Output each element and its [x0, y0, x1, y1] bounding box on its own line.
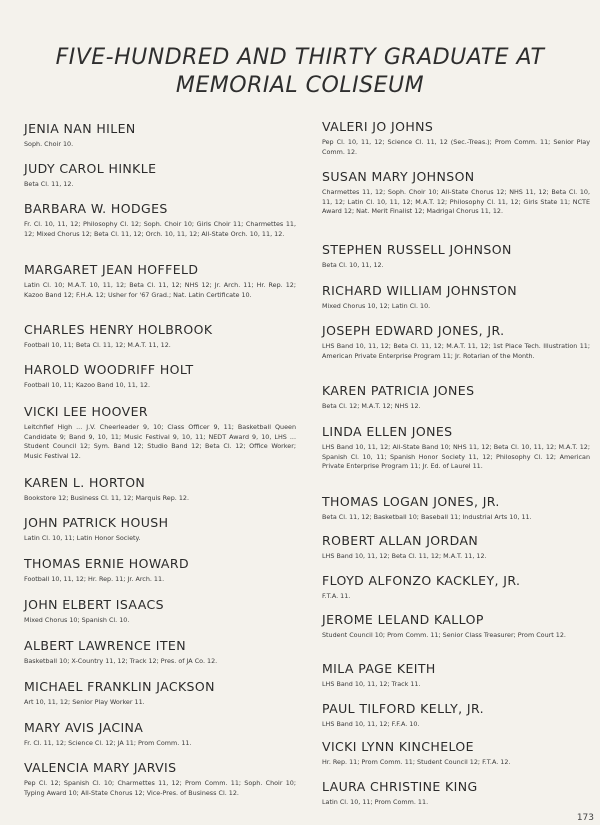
- title-line-1: FIVE-HUNDRED AND THIRTY GRADUATE AT: [55, 45, 545, 70]
- graduate-activities: Beta Cl. 11, 12.: [24, 180, 74, 188]
- graduate-entry: [322, 533, 590, 562]
- graduate-name: MARGARET JEAN HOFFELD: [24, 262, 199, 277]
- page-title: [0, 44, 600, 100]
- graduate-entry: [24, 760, 296, 798]
- graduate-activities: Football 10, 11, 12; Hr. Rep. 11; Jr. Arch. 11.: [24, 575, 165, 583]
- graduate-name: VALENCIA MARY JARVIS: [24, 760, 177, 775]
- graduate-name: CHARLES HENRY HOLBROOK: [24, 322, 213, 337]
- graduate-name: BARBARA W. HODGES: [24, 201, 168, 216]
- graduate-name: LINDA ELLEN JONES: [322, 424, 453, 439]
- graduate-name: VALERI JO JOHNS: [322, 119, 434, 134]
- graduate-name: VICKI LEE HOOVER: [24, 404, 148, 419]
- graduate-name: LAURA CHRISTINE KING: [322, 779, 478, 794]
- graduate-entry: [24, 121, 296, 150]
- graduate-activities: Football 10, 11; Kazoo Band 10, 11, 12.: [24, 381, 151, 389]
- graduate-entry: [322, 661, 590, 690]
- graduate-name: RICHARD WILLIAM JOHNSTON: [322, 283, 517, 298]
- graduate-entry: [24, 475, 296, 504]
- graduate-entry: [24, 720, 296, 749]
- graduate-activities: Fr. Cl. 10, 11, 12; Philosophy Cl. 12; Soph. Choir 10; Girls Choir 11; Charmettes 11, 12; Mixed Chorus 12; Beta Cl. 11, 12; Orch. 10, 11, 12; All-State Orch. 10, 11, 12.: [24, 220, 296, 238]
- graduate-activities: Football 10, 11; Beta Cl. 11, 12; M.A.T. 11, 12.: [24, 341, 171, 349]
- graduate-activities: LHS Band 10, 11, 12; Beta Cl. 11, 12; M.A.T. 11, 12.: [322, 552, 487, 560]
- graduate-entry: [24, 556, 296, 585]
- graduate-name: JEROME LELAND KALLOP: [322, 612, 484, 627]
- graduate-activities: F.T.A. 11.: [322, 592, 351, 600]
- graduate-entry: [322, 612, 590, 641]
- graduate-name: PAUL TILFORD KELLY, JR.: [322, 701, 485, 716]
- graduate-entry: [322, 573, 590, 602]
- graduate-activities: Latin Cl. 10; M.A.T. 10, 11, 12; Beta Cl. 11, 12; NHS 12; Jr. Arch. 11; Hr. Rep. 12; Kazoo Band 12; F.H.A. 12; Usher for '67 Grad.; Nat. Latin Certificate 10.: [24, 281, 296, 299]
- graduate-entry: [24, 322, 296, 351]
- graduate-name: FLOYD ALFONZO KACKLEY, JR.: [322, 573, 521, 588]
- graduate-activities: Latin Cl. 10, 11; Latin Honor Society.: [24, 534, 141, 542]
- graduate-entry: [322, 242, 590, 271]
- graduate-name: THOMAS ERNIE HOWARD: [24, 556, 189, 571]
- graduate-activities: Fr. Cl. 11, 12; Science Cl. 12; JA 11; Prom Comm. 11.: [24, 739, 192, 747]
- graduate-activities: Mixed Chorus 10, 12; Latin Cl. 10.: [322, 302, 431, 310]
- graduate-activities: Beta Cl. 11, 12; Basketball 10; Baseball 11; Industrial Arts 10, 11.: [322, 513, 532, 521]
- graduate-name: MARY AVIS JACINA: [24, 720, 144, 735]
- graduate-name: ALBERT LAWRENCE ITEN: [24, 638, 186, 653]
- graduate-name: KAREN L. HORTON: [24, 475, 146, 490]
- graduate-activities: Pep Cl. 12; Spanish Cl. 10; Charmettes 11, 12; Prom Comm. 11; Soph. Choir 10; Typing Award 10; All-State Chorus 12; Vice-Pres. of Business Cl. 12.: [24, 779, 296, 797]
- graduate-entry: [322, 169, 590, 217]
- graduate-entry: [322, 119, 590, 157]
- graduate-name: JUDY CAROL HINKLE: [24, 161, 157, 176]
- graduate-activities: Pep Cl. 10, 11, 12; Science Cl. 11, 12 (Sec.-Treas.); Prom Comm. 11; Senior Play Comm. 12.: [322, 138, 590, 156]
- graduate-entry: [24, 597, 296, 626]
- graduate-name: JOHN ELBERT ISAACS: [24, 597, 164, 612]
- graduate-name: SUSAN MARY JOHNSON: [322, 169, 475, 184]
- graduate-name: JOHN PATRICK HOUSH: [24, 515, 169, 530]
- graduate-entry: [24, 262, 296, 300]
- graduate-activities: LHS Band 10, 11, 12; Track 11.: [322, 680, 421, 688]
- graduate-activities: Soph. Choir 10.: [24, 140, 74, 148]
- graduate-entry: [24, 638, 296, 667]
- graduate-entry: [322, 383, 590, 412]
- graduate-name: MICHAEL FRANKLIN JACKSON: [24, 679, 215, 694]
- graduate-entry: [322, 779, 590, 808]
- graduate-name: MILA PAGE KEITH: [322, 661, 436, 676]
- graduate-activities: Leitchfief High ... J.V. Cheerleader 9, 10; Class Officer 9, 11; Basketball Queen Candidate 9; Band 9, 10, 11; Music Festival 9, 10, 11; NEDT Award 9, 10, LHS ... Student Council 12; Sym. Band 12; Studio Band 12; Beta Cl. 12; Office Worker; Music Festival 12.: [24, 423, 296, 460]
- graduate-activities: Student Council 10; Prom Comm. 11; Senior Class Treasurer; Prom Court 12.: [322, 631, 566, 639]
- graduate-name: KAREN PATRICIA JONES: [322, 383, 475, 398]
- graduate-activities: Mixed Chorus 10; Spanish Cl. 10.: [24, 616, 130, 624]
- graduate-activities: Bookstore 12; Business Cl. 11, 12; Marquis Rep. 12.: [24, 494, 189, 502]
- graduate-entry: [24, 201, 296, 239]
- graduate-activities: LHS Band 10, 11, 12; All-State Band 10; NHS 11, 12; Beta Cl. 10, 11, 12; M.A.T. 12; Spanish Cl. 10, 11; Spanish Honor Society 11, 12; Philosophy Cl. 12; American Private Enterprise Program 11; Jr. Ed. of Laurel 11.: [322, 443, 590, 471]
- graduate-activities: Art 10, 11, 12; Senior Play Worker 11.: [24, 698, 145, 706]
- graduate-entry: [24, 515, 296, 544]
- graduate-name: ROBERT ALLAN JORDAN: [322, 533, 479, 548]
- graduate-activities: Latin Cl. 10, 11; Prom Comm. 11.: [322, 798, 429, 806]
- graduate-activities: Beta Cl. 10, 11, 12.: [322, 261, 384, 269]
- graduate-name: JOSEPH EDWARD JONES, JR.: [322, 323, 505, 338]
- graduate-entry: [322, 494, 590, 523]
- graduate-entry: [322, 323, 590, 361]
- graduate-entry: [24, 362, 296, 391]
- graduate-name: THOMAS LOGAN JONES, JR.: [322, 494, 500, 509]
- graduate-activities: Charmettes 11, 12; Soph. Choir 10; All-State Chorus 12; NHS 11, 12; Beta Cl. 10, 11, 12; Latin Cl. 10, 11, 12; M.A.T. 12; Philosophy Cl. 11, 12; Girls State 11; NCTE Award 12; Nat. Merit Finalist 12; Madrigal Chorus 11, 12.: [322, 188, 590, 216]
- graduate-activities: LHS Band 10, 11, 12; Beta Cl. 11, 12; M.A.T. 11, 12; 1st Place Tech. Illustration 11; American Private Enterprise Program 11; Jr. Rotarian of the Month.: [322, 342, 590, 360]
- graduate-entry: [322, 283, 590, 312]
- graduate-activities: Beta Cl. 12; M.A.T. 12; NHS 12.: [322, 402, 421, 410]
- graduate-entry: [322, 701, 590, 730]
- graduate-entry: [24, 679, 296, 708]
- graduate-entry: [322, 739, 590, 768]
- graduate-activities: Basketball 10; X-Country 11, 12; Track 12; Pres. of JA Co. 12.: [24, 657, 218, 665]
- graduate-name: HAROLD WOODRIFF HOLT: [24, 362, 194, 377]
- title-line-2: MEMORIAL COLISEUM: [175, 73, 425, 98]
- graduate-entry: [24, 161, 296, 190]
- graduate-name: VICKI LYNN KINCHELOE: [322, 739, 474, 754]
- graduate-name: STEPHEN RUSSELL JOHNSON: [322, 242, 512, 257]
- graduate-name: JENIA NAN HILEN: [24, 121, 136, 136]
- graduate-entry: [322, 424, 590, 472]
- page-number: 173: [576, 813, 594, 823]
- graduate-activities: Hr. Rep. 11; Prom Comm. 11; Student Council 12; F.T.A. 12.: [322, 758, 511, 766]
- graduate-entry: [24, 404, 296, 461]
- graduate-activities: LHS Band 10, 11, 12; F.F.A. 10.: [322, 720, 420, 728]
